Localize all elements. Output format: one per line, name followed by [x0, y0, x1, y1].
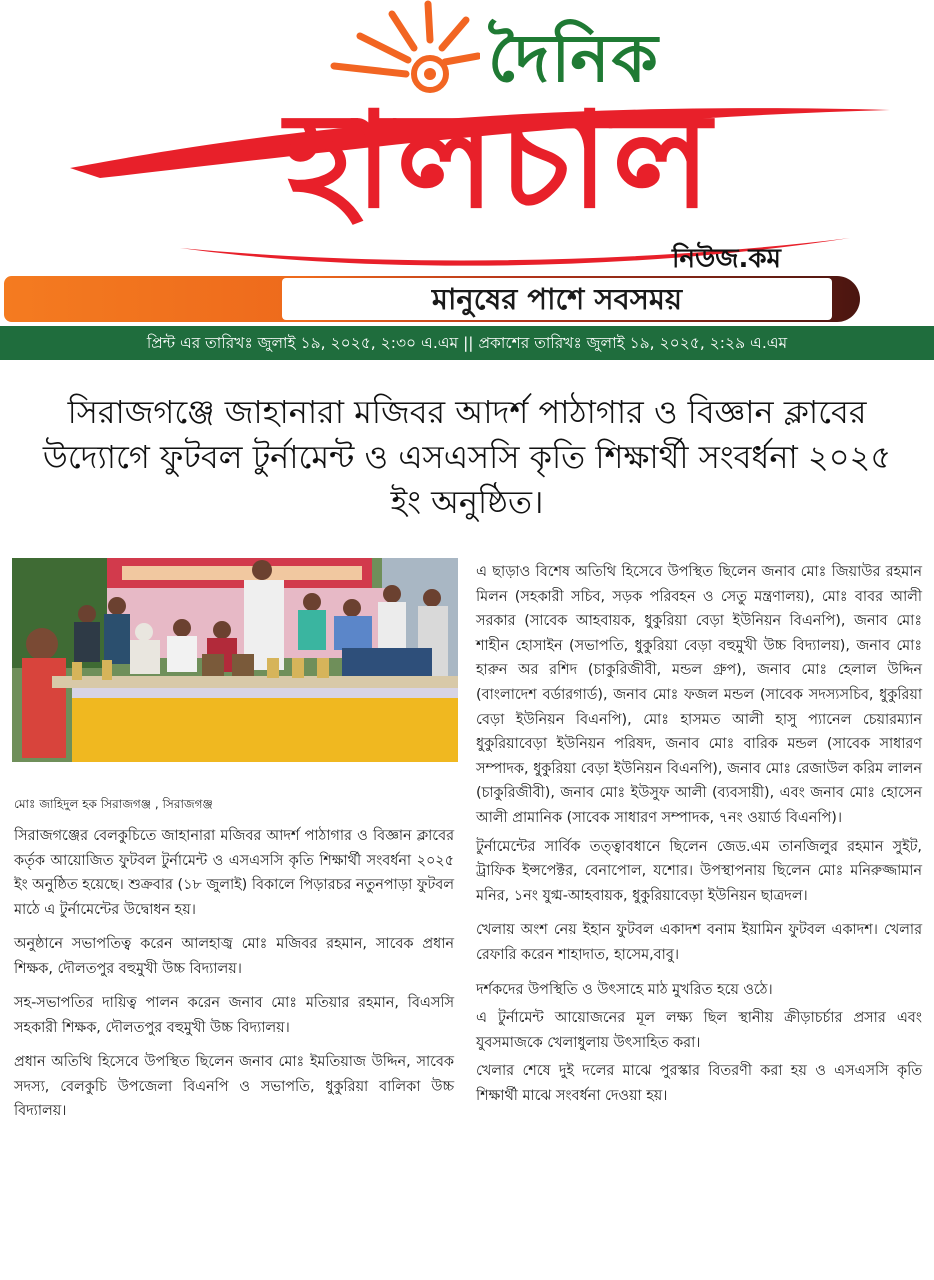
logo-dainik-text: দৈনিক: [488, 20, 660, 97]
article-paragraph: টুর্নামেন্টের সার্বিক তত্ত্বাবধানে ছিলেন জেড.এম তানজিলুর রহমান সুইট, ট্রাফিক ইন্সপেক্টর, বেনাপোল, যশোর। উপস্থাপনায় ছিলেন মোঃ মনিরুজ্জামান মনির, ১নং যুগ্ম-আহবায়ক, ধুকুরিয়াবেড়া ইউনিয়ন ছাত্রদল।: [476, 838, 922, 904]
article-paragraph: দর্শকদের উপস্থিতি ও উৎসাহে মাঠ মুখরিত হয়ে ওঠে।: [476, 981, 773, 998]
headline-line: উদ্যোগে ফুটবল টুর্নামেন্ট ও এসএসসি কৃতি শিক্ষার্থী সংবর্ধনা ২০২৫: [42, 438, 892, 476]
article-paragraph: এ টুর্নামেন্ট আয়োজনের মূল লক্ষ্য ছিল স্থানীয় ক্রীড়াচর্চার প্রসার এবং যুবসমাজকে খেলাধুলায় উৎসাহিত করা।: [476, 1010, 922, 1051]
headline-line: ইং অনুষ্ঠিত।: [390, 483, 544, 521]
event-photo: [12, 558, 458, 762]
article-headline: [0, 390, 934, 525]
logo-news-suffix: নিউজ.কম: [672, 244, 781, 274]
logo-main-text: হালচাল: [285, 84, 715, 238]
article-paragraph: অনুষ্ঠানে সভাপতিত্ব করেন আলহাজ্ব মোঃ মজিবর রহমান, সাবেক প্রধান শিক্ষক, দৌলতপুর বহুমুখী উচ্চ বিদ্যালয়।: [14, 936, 454, 977]
date-bar: প্রিন্ট এর তারিখঃ জুলাই ১৯, ২০২৫, ২:৩০ এ.এম || প্রকাশের তারিখঃ জুলাই ১৯, ২০২৫, ২:২৯ এ.এম: [0, 326, 934, 360]
headline-line: সিরাজগঞ্জে জাহানারা মজিবর আদর্শ পাঠাগার ও বিজ্ঞান ক্লাবের: [67, 393, 867, 431]
article-paragraph: সহ-সভাপতির দায়িত্ব পালন করেন জনাব মোঃ মতিয়ার রহমান, বিএসসি সহকারী শিক্ষক, দৌলতপুর বহুমুখী উচ্চ বিদ্যালয়।: [14, 995, 454, 1036]
masthead: [0, 0, 934, 330]
article-paragraph: এ ছাড়াও বিশেষ অতিথি হিসেবে উপস্থিত ছিলেন জনাব মোঃ জিয়াউর রহমান মিলন (সহকারী সচিব, সড়ক পরিবহন ও সেতু মন্ত্রণালয়), মোঃ বাবর আলী সরকার (সাবেক আহবায়ক, ধুকুরিয়া বেড়া ইউনিয়ন বিএনপি), জনাব মোঃ শাহীন হোসাইন (সভাপতি, ধুকুরিয়া বেড়া বহুমুখী উচ্চ বিদ্যালয়), জনাব মোঃ হারুন অর রশিদ (চাকুরিজীবী, মন্ডল গ্রুপ), জনাব মোঃ হেলাল উদ্দিন (বাংলাদেশ বর্ডারগার্ড), জনাব মোঃ ফজল মন্ডল (সাবেক সদস্যসচিব, ধুকুরিয়া বেড়া ইউনিয়ন বিএনপি), মোঃ হাসমত আলী হাসু প্যানেল চেয়ারম্যান ধুকুরিয়াবেড়া ইউনিয়ন পরিষদ, জনাব মোঃ বারিক মন্ডল (সাবেক সাধারণ সম্পাদক, ধুকুরিয়া বেড়া ইউনিয়ন বিএনপি), জনাব মোঃ রেজাউল করিম লালন (চাকুরিজীবী), জনাব মোঃ ইউসুফ আলী (ব্যবসায়ী), এবং জনাব মোঃ হোসেন আলী প্রামানিক (সাবেক সাধারণ সম্পাদক, ৭নং ওয়ার্ড বিএনপি)।: [476, 564, 922, 826]
article-paragraph: খেলায় অংশ নেয় ইহান ফুটবল একাদশ বনাম ইয়ামিন ফুটবল একাদশ। খেলার রেফারি করেন শাহাদাত, হাসেম,বাবু।: [476, 922, 922, 963]
article-paragraph: প্রধান অতিথি হিসেবে উপস্থিত ছিলেন জনাব মোঃ ইমতিয়াজ উদ্দিন, সাবেক সদস্য, বেলকুচি উপজেলা বিএনপি ও সভাপতি, ধুকুরিয়া বালিকা উচ্চ বিদ্যালয়।: [14, 1054, 454, 1119]
article-paragraph: খেলার শেষে দুই দলের মাঝে পুরস্কার বিতরণী করা হয় ও এসএসসি কৃতি শিক্ষার্থী মাঝে সংবর্ধনা দেওয়া হয়।: [476, 1063, 922, 1104]
article-paragraph: সিরাজগঞ্জের বেলকুচিতে জাহানারা মজিবর আদর্শ পাঠাগার ও বিজ্ঞান ক্লাবের কর্তৃক আয়োজিত ফুটবল টুর্নামেন্ট ও এসএসসি কৃতি শিক্ষার্থী সংবর্ধনা ২০২৫ ইং অনুষ্ঠিত হয়েছে। শুক্রবার (১৮ জুলাই) বিকালে পিড়ারচর নতুনপাড়া ফুটবল মাঠে এ টুর্নামেন্টের উদ্বোধন হয়।: [14, 828, 454, 918]
byline: মোঃ জাহিদুল হক সিরাজগঞ্জ , সিরাজগঞ্জ: [14, 797, 213, 811]
article-column-left: [14, 824, 454, 1134]
tagline: মানুষের পাশে সবসময়: [282, 278, 832, 320]
article-column-right: [476, 560, 922, 1112]
